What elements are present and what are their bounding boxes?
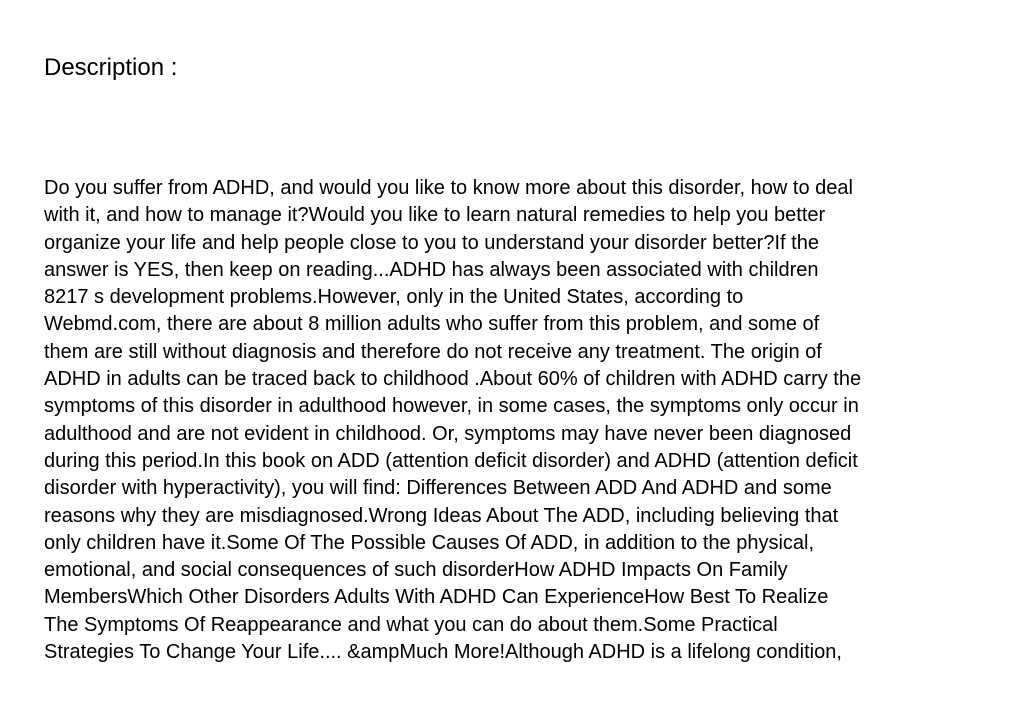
body-line: only children have it.Some Of The Possible Causes Of ADD, in addition to the physical, <box>44 531 815 554</box>
body-line: Do you suffer from ADHD, and would you like to know more about this disorder, how to deal <box>44 177 853 199</box>
body-line: organize your life and help people close to you to understand your disorder better?If the <box>44 231 819 254</box>
body-line: Webmd.com, there are about 8 million adults who suffer from this problem, and some of <box>44 313 820 336</box>
body-line: emotional, and social consequences of such disorderHow ADHD Impacts On Family <box>44 559 788 582</box>
body-line: reasons why they are misdiagnosed.Wrong Ideas About The ADD, including believing that <box>44 504 839 527</box>
description-body <box>44 175 984 666</box>
body-line: them are still without diagnosis and therefore do not receive any treatment. The origin of <box>44 340 822 363</box>
body-line: 8217 s development problems.However, only in the United States, according to <box>44 286 744 309</box>
body-line: during this period.In this book on ADD (attention deficit disorder) and ADHD (attention deficit <box>44 449 858 472</box>
description-heading: Description : <box>44 54 178 81</box>
body-line: symptoms of this disorder in adulthood however, in some cases, the symptoms only occur in <box>44 395 859 418</box>
body-line: The Symptoms Of Reappearance and what you can do about them.Some Practical <box>44 613 778 636</box>
body-line: with it, and how to manage it?Would you like to learn natural remedies to help you better <box>44 204 826 227</box>
body-line: MembersWhich Other Disorders Adults With ADHD Can ExperienceHow Best To Realize <box>44 586 829 609</box>
body-line: disorder with hyperactivity), you will find: Differences Between ADD And ADHD and some <box>44 477 832 500</box>
body-line: adulthood and are not evident in childhood. Or, symptoms may have never been diagnosed <box>44 422 852 445</box>
body-line: Strategies To Change Your Life.... &ampMuch More!Although ADHD is a lifelong condition, <box>44 641 842 664</box>
body-line: ADHD in adults can be traced back to childhood .About 60% of children with ADHD carry the <box>44 368 862 391</box>
body-line: answer is YES, then keep on reading...ADHD has always been associated with children <box>44 258 819 281</box>
